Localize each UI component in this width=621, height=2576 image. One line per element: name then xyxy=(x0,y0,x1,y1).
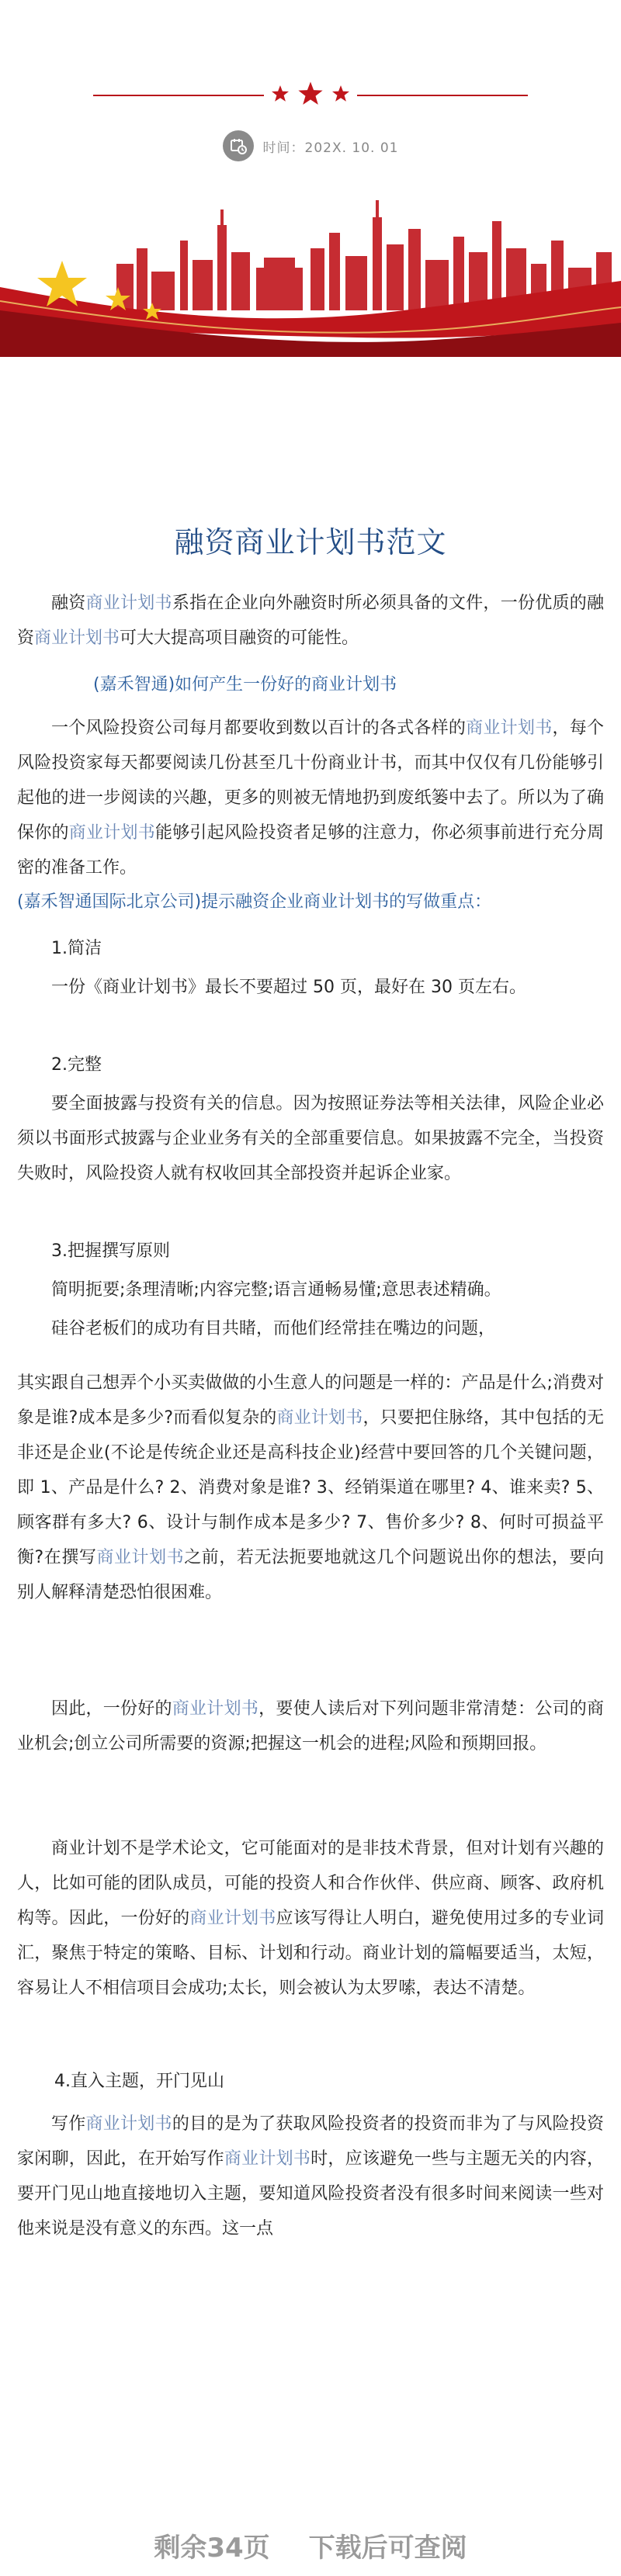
time-row xyxy=(0,130,621,161)
section-heading-2: (嘉禾智通国际北京公司)提示融资企业商业计划书的写做重点： xyxy=(17,892,492,912)
point-1-title: 1.简洁 xyxy=(51,939,102,958)
text-run: ，要使人读后对下列问题非常清楚：公司的商业机会;创立公司所需要的资源;把握这一机会的进程;风险和预期回报。 xyxy=(17,1699,604,1754)
keyword-link[interactable]: 商业计划书 xyxy=(96,1548,185,1567)
keyword-link[interactable]: 商业计划书 xyxy=(224,2149,311,2169)
text-run: 一个风险投资公司每月都要收到数以百计的各式各样的 xyxy=(51,718,467,738)
text-run: 应该写得让人明白，避免使用过多的专业词汇，聚焦于特定的策略、目标、计划和行动。商业计划的篇幅要适当，太短，容易让人不相信项目会成功;太长，则会被认为太罗嗦，表达不清楚。 xyxy=(17,1909,604,1998)
star-icon xyxy=(331,85,350,103)
keyword-link[interactable]: 商业计划书 xyxy=(85,594,172,613)
text-run: 因此，一份好的 xyxy=(51,1699,172,1719)
calendar-clock-icon xyxy=(223,130,254,161)
star-icon xyxy=(297,81,324,107)
text-run: 写作 xyxy=(51,2114,86,2134)
header-banner xyxy=(0,0,621,357)
paragraph-7 xyxy=(17,2107,604,2246)
paragraph-6 xyxy=(17,1831,604,2006)
keyword-link[interactable]: 商业计划书 xyxy=(34,628,120,648)
text-run: 之前，若无法扼要地就这几个问题说出你的想法，要向别人解释清楚恐怕很困难。 xyxy=(17,1548,604,1602)
text-run: 系指在企业向外融资时所必须具备的文件，一份优质的融资 xyxy=(17,594,604,648)
publish-time: 时间：202X. 10. 01 xyxy=(262,140,399,156)
point-1-text: 一份《商业计划书》最长不要超过 50 页，最好在 30 页左右。 xyxy=(51,978,526,997)
section-heading-1: (嘉禾智通)如何产生一份好的商业计划书 xyxy=(93,675,397,694)
stars-ornament xyxy=(264,76,357,112)
text-run: 的目的是为了获取风险投资者的投资而非为了与风险投资家闲聊，因此，在开始写作 xyxy=(17,2114,604,2169)
paragraph-4 xyxy=(17,1366,604,1610)
paragraph-5 xyxy=(17,1691,604,1761)
point-2-text: 要全面披露与投资有关的信息。因为按照证券法等相关法律，风险企业必须以书面形式披露与企业业务有关的全部重要信息。如果披露不完全，当投资失败时，风险投资人就有权收回其全部投资并起诉企业家。 xyxy=(17,1094,604,1183)
point-3-text: 简明扼要;条理清晰;内容完整;语言通畅易懂;意思表述精确。 xyxy=(51,1280,501,1300)
point-2-title: 2.完整 xyxy=(51,1055,102,1075)
download-hint[interactable]: 下载后可查阅 xyxy=(308,2532,467,2564)
paragraph-3: 硅谷老板们的成功有目共睹，而他们经常挂在嘴边的问题， xyxy=(51,1319,496,1338)
keyword-link[interactable]: 商业计划书 xyxy=(189,1909,276,1928)
page-title: 融资商业计划书范文 xyxy=(174,525,447,559)
keyword-link[interactable]: 商业计划书 xyxy=(172,1699,259,1719)
text-run: ，每个风险投资家每天都要阅读几份甚至几十份商业计书，而其中仅仅有几份能够引起他的进一步阅读的兴趣，更多的则被无情地扔到废纸篓中去了。所以为了确保你的 xyxy=(17,718,604,843)
keyword-link[interactable]: 商业计划书 xyxy=(466,718,553,738)
text-run: 可大大提高项目融资的可能性。 xyxy=(120,628,359,648)
keyword-link[interactable]: 商业计划书 xyxy=(276,1408,363,1428)
text-run: 时，应该避免一些与主题无关的内容，要开门见山地直接地切入主题，要知道风险投资者没有很多时间来阅读一些对他来说是没有意义的东西。这一点 xyxy=(17,2149,604,2238)
point-3-title: 3.把握撰写原则 xyxy=(51,1241,170,1261)
text-run: 商业计划不是学术论文，它可能面对的是非技术背景，但对计划有兴趣的人，比如可能的团队成员，可能的投资人和合作伙伴、供应商、顾客、政府机构等。因此，一份好的 xyxy=(17,1839,604,1928)
text-run: 其实跟自己想弄个小买卖做做的小生意人的问题是一样的：产品是什么;消费对象是谁?成本是多少?而看似复杂的 xyxy=(17,1373,604,1428)
text-run: 能够引起风险投资者足够的注意力，你必须事前进行充分周密的准备工作。 xyxy=(17,823,604,878)
point-4-title: 4.直入主题，开门见山 xyxy=(54,2072,224,2091)
paragraph-intro xyxy=(17,586,604,656)
download-prompt[interactable] xyxy=(0,2514,621,2576)
keyword-link[interactable]: 商业计划书 xyxy=(68,823,155,843)
keyword-link[interactable]: 商业计划书 xyxy=(85,2114,172,2134)
star-icon xyxy=(271,85,290,103)
paragraph-2 xyxy=(17,711,604,885)
city-skyline-banner xyxy=(0,194,621,357)
text-run: ，只要把住脉络，其中包括的无非还是企业(不论是传统企业还是高科技企业)经营中要回答的几个关键问题，即 1、产品是什么? 2、消费对象是谁? 3、经销渠道在哪里? 4、谁来卖? 5、顾客群有多大? 6、设计与制作成本是多少? 7、售价多少? 8、何时可损益平衡?在撰写 xyxy=(17,1408,604,1567)
remaining-pages[interactable]: 剩余34页 xyxy=(154,2532,270,2564)
text-run: 融资 xyxy=(51,594,86,613)
